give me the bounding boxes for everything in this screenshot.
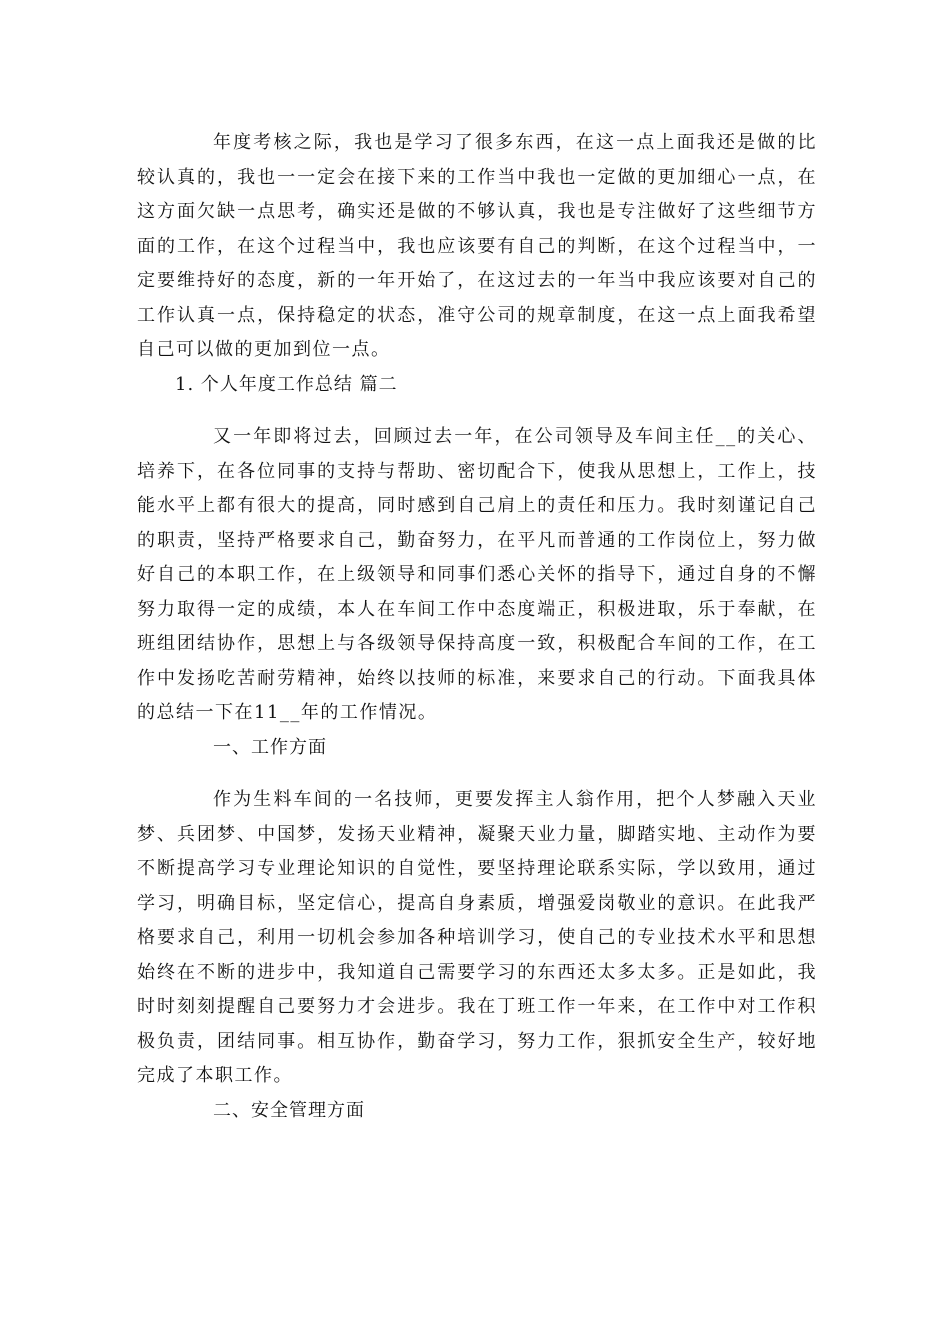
document-body	[137, 126, 817, 1128]
section-heading-work: 一、工作方面	[213, 736, 327, 758]
article-title: 1. 个人年度工作总结 篇二	[175, 373, 398, 395]
paragraph-annual-review: 年度考核之际，我也是学习了很多东西，在这一点上面我还是做的比较认真的，我也一一定会在接下来的工作当中我也一定做的更加细心一点，在这方面欠缺一点思考，确实还是做的不够认真，我也是专注做好了这些细节方面的工作，在这个过程当中，我也应该要有自己的判断，在这个过程当中，一定要维持好的态度，新的一年开始了，在这过去的一年当中我应该要对自己的工作认真一点，保持稳定的状态，准守公司的规章制度，在这一点上面我希望自己可以做的更加到位一点。	[137, 132, 817, 360]
paragraph-year-summary: 又一年即将过去，回顾过去一年，在公司领导及车间主任__的关心、培养下，在各位同事的支持与帮助、密切配合下，使我从思想上，工作上，技能水平上都有很大的提高，同时感到自己肩上的责任和压力。我时刻谨记自己的职责，坚持严格要求自己，勤奋努力，在平凡而普通的工作岗位上，努力做好自己的本职工作，在上级领导和同事们悉心关怀的指导下，通过自身的不懈努力取得一定的成绩，本人在车间工作中态度端正，积极进取，乐于奉献，在班组团结协作，思想上与各级领导保持高度一致，积极配合车间的工作，在工作中发扬吃苦耐劳精神，始终以技师的标准，来要求自己的行动。下面我具体的总结一下在11__年的工作情况。	[137, 426, 817, 723]
paragraph-work-details: 作为生料车间的一名技师，更要发挥主人翁作用，把个人梦融入天业梦、兵团梦、中国梦，发扬天业精神，凝聚天业力量，脚踏实地、主动作为要不断提高学习专业理论知识的自觉性，要坚持理论联系实际，学以致用，通过学习，明确目标，坚定信心，提高自身素质，增强爱岗敬业的意识。在此我严格要求自己，利用一切机会参加各种培训学习，使自己的专业技术水平和思想始终在不断的进步中，我知道自己需要学习的东西还太多太多。正是如此，我时时刻刻提醒自己要努力才会进步。我在丁班工作一年来，在工作中对工作积极负责，团结同事。相互协作，勤奋学习，努力工作，狠抓安全生产，较好地完成了本职工作。	[137, 789, 817, 1086]
section-heading-safety: 二、安全管理方面	[213, 1099, 365, 1121]
